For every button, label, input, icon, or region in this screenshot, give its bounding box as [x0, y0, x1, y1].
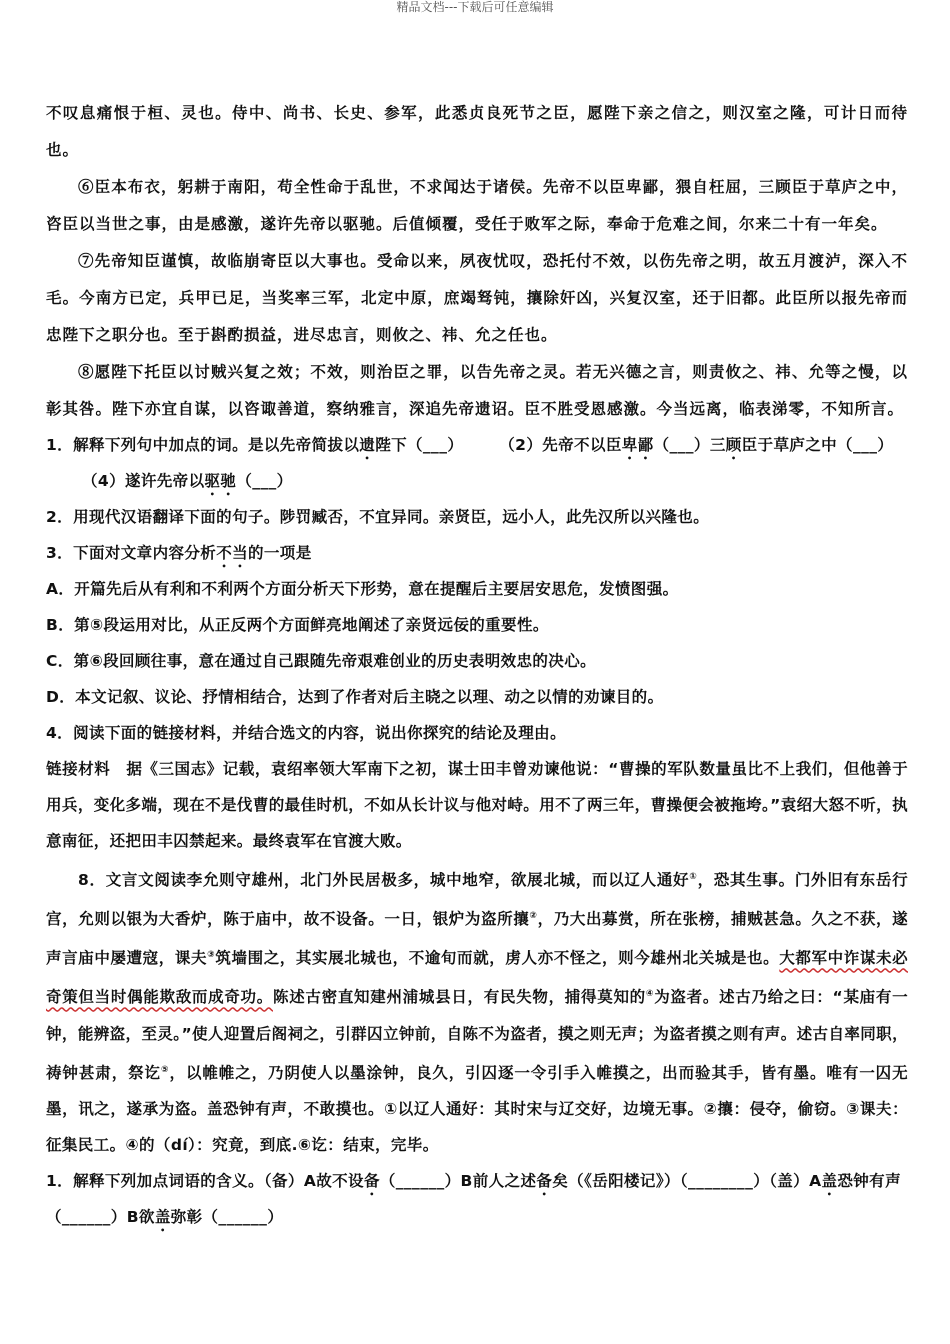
question-1-text: （2）先帝不以臣	[499, 436, 622, 454]
q8-text: 8．文言文阅读李允则守雄州，北门外民居极多，城中地窄，欲展北城，而以辽人通好	[78, 871, 690, 890]
q8-1-text: 矣（《岳阳楼记》）（________）（盖）A	[552, 1171, 822, 1190]
dotted-word: 盖	[154, 1207, 171, 1226]
option-b: B．第⑤段运用对比，从正反两个方面鲜亮地阐述了亲贤远佞的重要性。	[46, 616, 549, 634]
q8-text: 为盗者。述古乃给之曰：“某庙有一钟，能辨盗，至灵。”使人迎置后阁祠之，引群囚立钟前，自陈不为盗者，摸之则无声；为盗者摸之则有声。述古自率同职，祷钟甚肃，祭讫	[46, 988, 908, 1082]
footnote-mark: ②	[529, 911, 538, 922]
document-body	[46, 94, 908, 1235]
question-3-stem: 的一项是	[248, 544, 312, 562]
passage-paragraph-6: ⑥臣本布衣，躬耕于南阳，苟全性命于乱世，不求闻达于诸侯。先帝不以臣卑鄙，猥自枉屈，三顾臣于草庐之中，咨臣以当世之事，由是感激，遂许先帝以驱驰。后值倾覆，受任于败军之际，奉命于危难之间，尔来二十有一年矣。	[46, 177, 908, 233]
q8-text: ，以帷帷之，乃阴使人以墨涂钟，良久，引囚逐一令引手入帷摸之，出而验其手，皆有墨。唯有一囚无墨，讯之，遂承为盗。盖恐钟有声，不敢摸也。①以辽人通好：其时宋与辽交好，边境无事。②攘：侵夺，偷窃。③课夫：征集民工。④的（dí）：究竟，到底.⑥讫：结束，完毕。	[46, 1063, 908, 1154]
footnote-mark: ③	[207, 950, 216, 961]
question-1-text: （4）遂许先帝以	[82, 472, 205, 490]
passage-paragraph-5: 不叹息痛恨于桓、灵也。侍中、尚书、长史、参军，此悉贞良死节之臣，愿陛下亲之信之，则汉室之隆，可计日而待也。	[46, 103, 908, 159]
link-material: 链接材料 据《三国志》记载，袁绍率领大军南下之初，谋士田丰曾劝谏他说：“曹操的军队数量虽比不上我们，但他善于用兵，变化多端，现在不是伐曹的最佳时机，不如从长计议与他对峙。用不了两三年，曹操便会被拖垮。”袁绍大怒不听，执意南征，还把田丰囚禁起来。最终袁军在官渡大败。	[46, 760, 908, 850]
passage-paragraph-7: ⑦先帝知臣谨慎，故临崩寄臣以大事也。受命以来，夙夜忧叹，恐托付不效，以伤先帝之明，故五月渡泸，深入不毛。今南方已定，兵甲已足，当奖率三军，北定中原，庶竭驽钝，攘除奸凶，兴复汉室，还于旧都。此臣所以报先帝而忠陛下之职分也。至于斟酌损益，进尽忠言，则攸之、祎、允之任也。	[46, 251, 908, 344]
passage-paragraph-8: ⑧愿陛下托臣以讨贼兴复之效；不效，则治臣之罪，以告先帝之灵。若无兴德之言，则责攸之、祎、允等之慢，以彰其咎。陛下亦宜自谋，以咨诹善道，察纳雅言，深追先帝遗诏。臣不胜受恩感激。今当远离，临表涕零，不知所言。	[46, 362, 908, 418]
dotted-word: 顾	[725, 436, 742, 454]
dotted-word: 盖	[821, 1171, 838, 1190]
q8-1-text: 1．解释下列加点词语的含义。（备）A故不设	[46, 1171, 364, 1190]
q8-text: 筑墙围之，其实展北城也，不逾旬而就，虏人亦不怪之，则今雄州北关城是也。	[215, 949, 780, 968]
option-c: C．第⑥段回顾往事，意在通过自己跟随先帝艰难创业的历史表明效忠的决心。	[46, 652, 597, 670]
q8-1-text: 恐钟有声（______）B欲	[46, 1171, 901, 1226]
q8-text: ，乃大出募赏，所在张榜，捕贼甚急。久之不获，遂声言庙中屡遭寇，课夫	[46, 910, 908, 968]
dotted-word: 不当	[216, 544, 248, 562]
question-4: 4．阅读下面的链接材料，并结合选文的内容，说出你探究的结论及理由。	[46, 724, 566, 742]
q8-1-text: 弥彰（______）	[170, 1207, 284, 1226]
dotted-word: 遗	[359, 436, 376, 454]
question-1	[46, 427, 908, 499]
q8-1-text: （______）B前人之述	[379, 1171, 537, 1190]
question-1-text: 臣于草庐之中（___）	[741, 436, 894, 454]
dotted-word: 卑鄙	[621, 436, 654, 454]
question-1-text: （___）	[236, 472, 293, 490]
question-1-text: 陛下（___）	[375, 436, 464, 454]
page-header: 精品文档---下载后可任意编辑	[396, 0, 554, 14]
option-a: A．开篇先后从有利和不利两个方面分析天下形势，意在提醒后主要居安思危，发愤图强。	[46, 580, 679, 598]
question-8-passage	[46, 859, 908, 1163]
footnote-mark: ④	[645, 989, 655, 1000]
question-1-text: 1．解释下列句中加点的词。是以先帝简拔以	[46, 436, 360, 454]
q8-text: ，恐其生事。门外旧有东岳行宫，允则以银为大香炉，陈于庙中，故不设备。一日，银炉为盗所攘	[46, 871, 908, 929]
dotted-word: 驱驰	[204, 472, 237, 490]
question-8-1	[46, 1163, 908, 1235]
question-3-stem: 3．下面对文章内容分析	[46, 544, 217, 562]
footnote-mark: ⑤	[160, 1064, 170, 1075]
dotted-word: 备	[363, 1171, 380, 1190]
footnote-mark: ①	[689, 872, 698, 882]
question-3	[46, 535, 908, 571]
question-1-text: （___）三	[653, 436, 726, 454]
option-d: D．本文记叙、议论、抒情相结合，达到了作者对后主晓之以理、动之以情的劝谏目的。	[46, 688, 664, 706]
wavy-underlined-sentence: 大都军中诈谋未必奇策但当时偶能欺敌而成奇功。	[46, 948, 908, 1007]
dotted-word: 备	[536, 1171, 553, 1190]
q8-text: 陈述古密直知建州浦城县日，有民失物，捕得莫知的	[272, 988, 646, 1007]
question-2: 2．用现代汉语翻译下面的句子。陟罚臧否，不宜异同。亲贤臣，远小人，此先汉所以兴隆也。	[46, 508, 710, 526]
